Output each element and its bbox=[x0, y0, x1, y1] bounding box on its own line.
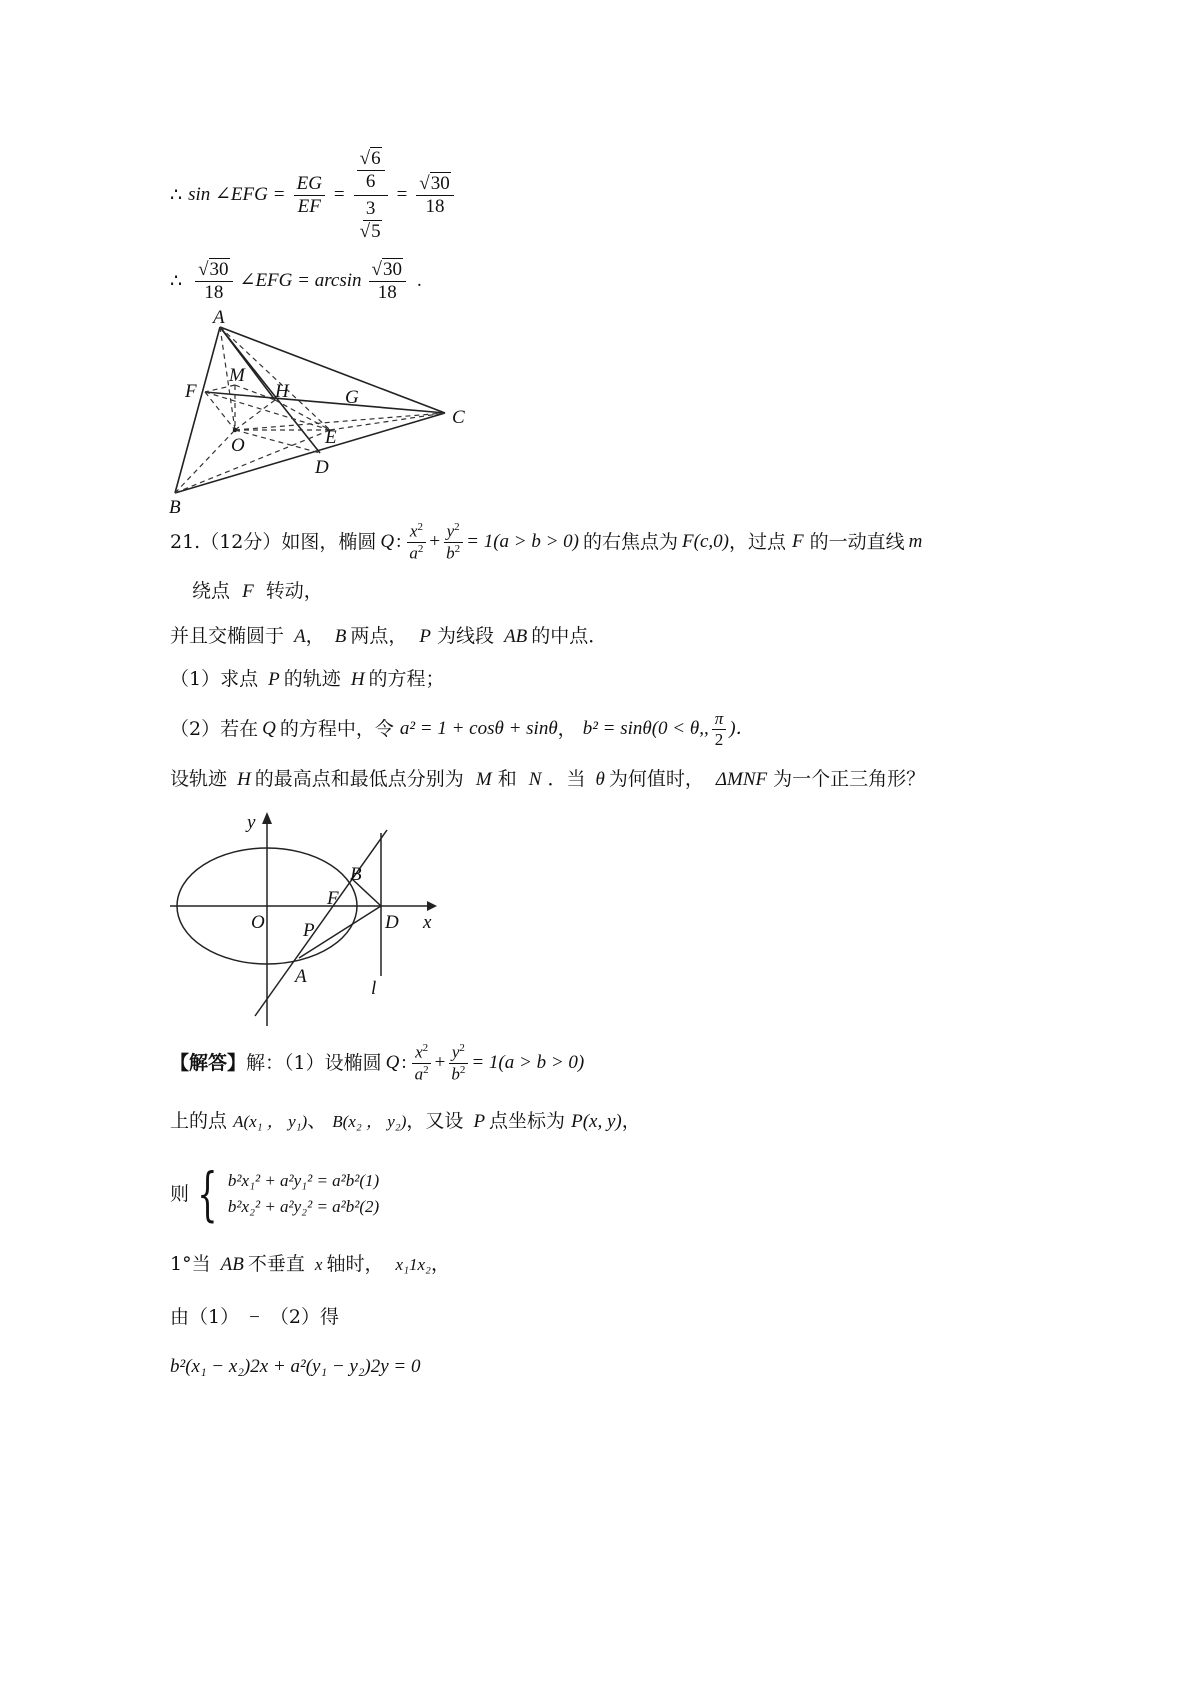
problem-number: 21.（12分）如图，椭圆 bbox=[170, 530, 377, 553]
point-p-label: P bbox=[303, 920, 315, 941]
point-b-coords: B(x₂ ， y₂) bbox=[332, 1112, 407, 1131]
equals-1: = bbox=[273, 184, 285, 206]
problem-line-2: 绕点 F 转动， bbox=[192, 580, 323, 602]
text-through: ，过点 bbox=[728, 530, 786, 553]
focus-f-label: F bbox=[327, 888, 339, 909]
text-right-focus: 的右焦点为 bbox=[583, 530, 679, 553]
answer-subtract: 由（1） − （2）得 bbox=[170, 1306, 339, 1328]
sin-efg-lhs: sin ∠EFG bbox=[188, 184, 268, 206]
focus-coords: F(c,0) bbox=[682, 530, 729, 552]
equals-2: = bbox=[333, 184, 345, 206]
sqrt-30-b: √30 bbox=[371, 258, 402, 280]
x2-over-a2: $\frac{x^2}{a^2}$ bbox=[406, 521, 426, 562]
compound-numerator bbox=[354, 148, 388, 196]
den-18-a: 18 bbox=[204, 281, 224, 303]
axis-x-label: x bbox=[423, 912, 432, 933]
tetrahedron-figure bbox=[165, 305, 475, 520]
line-m: m bbox=[908, 530, 923, 552]
compound-denominator bbox=[354, 196, 388, 243]
equation-system: { b²x₁² + a²y₁² = a²b²(1) b²x₂² + a²y₂² = a²b²(2) bbox=[197, 1160, 380, 1228]
problem-line-3: 并且交椭圆于 A， B 两点， P 为线段 AB 的中点． bbox=[170, 625, 608, 647]
ellipse-q: Q bbox=[380, 530, 395, 552]
pi-over-2: $\frac{\pi}{2}$ bbox=[712, 709, 727, 749]
six-den: 6 bbox=[365, 171, 376, 193]
point-p: P bbox=[419, 626, 432, 647]
line-l-label: l bbox=[371, 978, 377, 999]
label-A: A bbox=[213, 307, 225, 328]
label-F: F bbox=[185, 381, 197, 402]
triangle-mnf: ΔMNF bbox=[715, 769, 768, 790]
answer-final-equation: b²(x₁ − x₂)2x + a²(y₁ − y₂)2y = 0 bbox=[170, 1356, 421, 1377]
point-f-2: F bbox=[242, 581, 254, 602]
label-D: D bbox=[315, 457, 329, 478]
label-M: M bbox=[229, 365, 245, 386]
sin-efg-equation bbox=[170, 143, 457, 248]
angle-efg-arcsin: ∠EFG = arcsin bbox=[239, 269, 362, 291]
system-eq-1: b²x₁² + a²y₁² = a²b²(1) bbox=[227, 1170, 380, 1190]
sqrt30-over-18-a bbox=[195, 259, 232, 304]
arcsin-equation bbox=[170, 255, 422, 307]
point-f: F bbox=[792, 530, 804, 552]
b2-definition: b² = sinθ(0 < θ,, bbox=[582, 717, 709, 739]
therefore-symbol-2: ∴ bbox=[170, 269, 183, 292]
sqrt-6: √6 bbox=[359, 148, 381, 170]
sqrt6-over-6 bbox=[357, 148, 385, 193]
answer-intro: 【解答】 解：（1）设椭圆 Q : $\frac{x^2}{a^2}$ + $\frac{y^2}{b^2}$ = 1(a > b > 0) bbox=[170, 1042, 585, 1084]
eg-over-ef-fraction bbox=[294, 173, 325, 218]
answer-points: 上的点 A(x₁ ， y₁)、 B(x₂ ， y₂)，又设 P 点坐标为 P(x, y)， bbox=[170, 1110, 641, 1132]
therefore-symbol: ∴ bbox=[170, 184, 183, 207]
den-18-b: 18 bbox=[377, 281, 397, 303]
label-C: C bbox=[452, 407, 465, 428]
sqrt30-over-18 bbox=[416, 173, 453, 218]
answer-tag: 【解答】 bbox=[170, 1051, 247, 1074]
point-a-coords: A(x₁ ， y₁) bbox=[233, 1112, 308, 1131]
point-a: A bbox=[294, 626, 306, 647]
sqrt-30-a: √30 bbox=[198, 258, 229, 280]
segment-ab: AB bbox=[504, 626, 528, 647]
point-b-label: B bbox=[350, 864, 362, 885]
answer-y2-over-b2: $\frac{y^2}{b^2}$ bbox=[448, 1042, 468, 1083]
problem-21-statement: 21.（12分）如图，椭圆 Q : $\frac{x^2}{a^2}$ + $\frac{y^2}{b^2}$ = 1(a > b > 0) 的右焦点为 F(c,0) ，过点 F 的一动直线 m bbox=[170, 521, 923, 563]
label-O: O bbox=[231, 435, 245, 456]
eighteen-den: 18 bbox=[425, 196, 445, 217]
three-num: 3 bbox=[363, 198, 379, 221]
question-2: （2）若在 Q 的方程中，令 a² = 1 + cosθ + sinθ ， b² = sinθ(0 < θ,, $\frac{\pi}{2}$ )． bbox=[170, 708, 755, 749]
label-H: H bbox=[275, 381, 289, 402]
three-over-sqrt5 bbox=[357, 198, 385, 243]
ellipse-figure bbox=[165, 808, 455, 1033]
compound-fraction bbox=[354, 148, 388, 242]
colon: : bbox=[396, 530, 402, 552]
system-eq-2: b²x₂² + a²y₂² = a²b²(2) bbox=[227, 1197, 380, 1216]
axis-y-label: y bbox=[247, 812, 256, 833]
sqrt-30: √30 bbox=[419, 173, 450, 195]
label-B: B bbox=[169, 497, 181, 518]
period: . bbox=[416, 269, 422, 291]
x1-x2-expr: x₁1x₂ bbox=[395, 1255, 431, 1274]
y2-over-b2: $\frac{y^2}{b^2}$ bbox=[443, 521, 463, 562]
label-E: E bbox=[325, 427, 337, 448]
sqrt-5: √5 bbox=[359, 220, 381, 242]
ef-denominator: EF bbox=[297, 196, 321, 217]
sqrt30-over-18-b bbox=[369, 259, 406, 304]
point-b: B bbox=[334, 626, 347, 647]
answer-system: 则 { b²x₁² + a²y₁² = a²b²(1) b²x₂² + a²y₂² = a²b²(2) bbox=[170, 1160, 380, 1228]
text-moving-line: 的一动直线 bbox=[809, 530, 905, 553]
answer-case-1: 1°当 AB 不垂直 x 轴时， x₁1x₂， bbox=[170, 1253, 450, 1275]
question-1: （1）求点 P 的轨迹 H 的方程； bbox=[170, 668, 445, 690]
point-a-label: A bbox=[295, 966, 307, 987]
point-p-coords: P(x, y) bbox=[571, 1111, 622, 1132]
a2-definition: a² = 1 + cosθ + sinθ bbox=[399, 717, 558, 739]
question-2-continued: 设轨迹 H 的最高点和最低点分别为 M 和 N ．当 θ 为何值时， ΔMNF 为一个正三角形？ bbox=[170, 768, 926, 790]
label-G: G bbox=[345, 387, 359, 408]
point-d-label: D bbox=[385, 912, 399, 933]
eg-numerator: EG bbox=[294, 173, 325, 196]
answer-x2-over-a2: $\frac{x^2}{a^2}$ bbox=[412, 1042, 432, 1083]
origin-o-label: O bbox=[251, 912, 265, 933]
equals-3: = bbox=[396, 184, 408, 206]
ellipse-condition: = 1(a > b > 0) bbox=[466, 530, 580, 552]
